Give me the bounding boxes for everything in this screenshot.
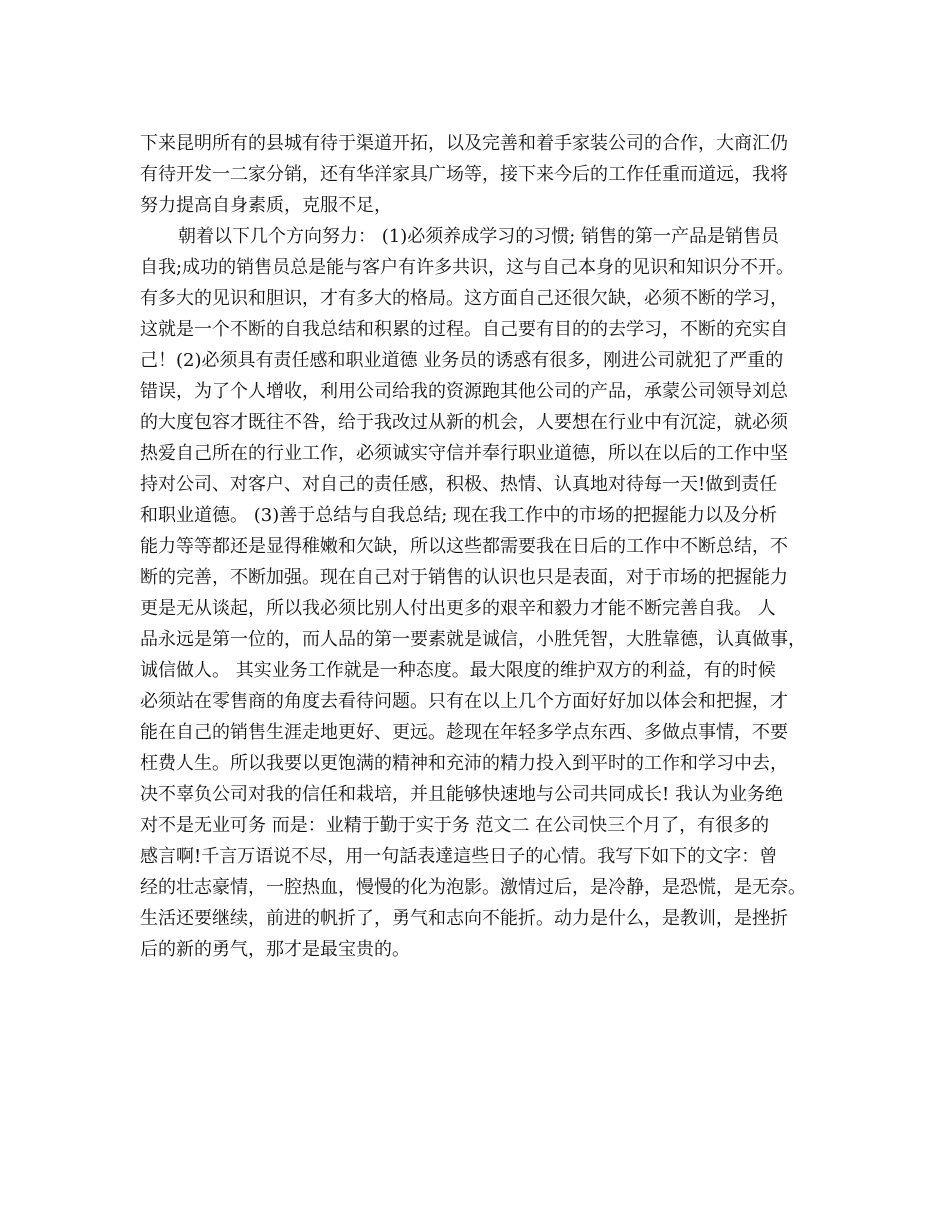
text-line: 能在自己的销售生涯走地更好、更远。趁现在年轻多学点东西、多做点事情，不要	[140, 722, 788, 743]
text-line: 断的完善，不断加强。现在自己对于销售的认识也只是表面，对于市场的把握能力	[140, 567, 788, 588]
text-line: 错误，为了个人增收，利用公司给我的资源跑其他公司的产品，承蒙公司领导刘总	[140, 381, 788, 402]
text-line: 必须站在零售商的角度去看待问题。只有在以上几个方面好好加以体会和把握，才	[140, 691, 788, 712]
text-line: 后的新的勇气，那才是最宝贵的。	[140, 939, 410, 960]
text-line: 对不是无业可务 而是：业精于勤于实于务 范文二 在公司快三个月了，有很多的	[140, 815, 770, 836]
text-line: 和职业道德。 (3)善于总结与自我总结; 现在我工作中的市场的把握能力以及分析	[140, 505, 778, 526]
text-line: 己！(2)必须具有责任感和职业道德 业务员的诱惑有很多，刚进公司就犯了严重的	[140, 350, 784, 371]
document-body	[140, 128, 840, 965]
text-line: 决不辜负公司对我的信任和栽培，并且能够快速地与公司共同成长! 我认为业务绝	[140, 784, 783, 805]
text-line: 诚信做人。 其实业务工作就是一种态度。最大限度的维护双方的利益，有的时候	[140, 660, 776, 681]
text-line: 枉费人生。所以我要以更饱满的精神和充沛的精力投入到平时的工作和学习中去，	[140, 753, 788, 774]
text-line: 的大度包容才既往不咎，给于我改过从新的机会，人要想在行业中有沉淀，就必须	[140, 412, 788, 433]
text-line: 更是无从谈起，所以我必须比别人付出更多的艰辛和毅力才能不断完善自我。 人	[140, 598, 776, 619]
text-line: 下来昆明所有的县城有待于渠道开拓，以及完善和着手家装公司的合作，大商汇仍	[140, 133, 788, 154]
paragraph-start-line: 朝着以下几个方向努力： (1)必须养成学习的习惯; 销售的第一产品是销售员	[178, 226, 780, 247]
text-line: 努力提高自身素质，克服不足，	[140, 195, 392, 216]
text-line: 品永远是第一位的，而人品的第一要素就是诚信，小胜凭智，大胜靠德，认真做事，	[140, 629, 806, 650]
text-line: 自我;成功的销售员总是能与客户有许多共识，这与自己本身的见识和知识分不开。	[140, 257, 795, 278]
text-line: 持对公司、对客户、对自己的责任感，积极、热情、认真地对待每一天!做到责任	[140, 474, 778, 495]
text-line: 这就是一个不断的自我总结和积累的过程。自己要有目的的去学习，不断的充实自	[140, 319, 788, 340]
text-line: 感言啊!千言万语说不尽，用一句話表達這些日子的心情。我写下如下的文字：曾	[140, 846, 778, 867]
text-line: 有待开发一二家分销，还有华洋家具广场等，接下来今后的工作任重而道远，我将	[140, 164, 788, 185]
text-line: 热爱自己所在的行业工作，必须诚实守信并奉行职业道德，所以在以后的工作中坚	[140, 443, 788, 464]
text-line: 能力等等都还是显得稚嫩和欠缺，所以这些都需要我在日后的工作中不断总结，不	[140, 536, 788, 557]
text-line: 生活还要继续，前进的帆折了，勇气和志向不能折。动力是什么，是教训，是挫折	[140, 908, 788, 929]
text-line: 有多大的见识和胆识，才有多大的格局。这方面自己还很欠缺，必须不断的学习，	[140, 288, 788, 309]
text-line: 经的壮志豪情，一腔热血，慢慢的化为泡影。激情过后，是冷静，是恐慌，是无奈。	[140, 877, 806, 898]
